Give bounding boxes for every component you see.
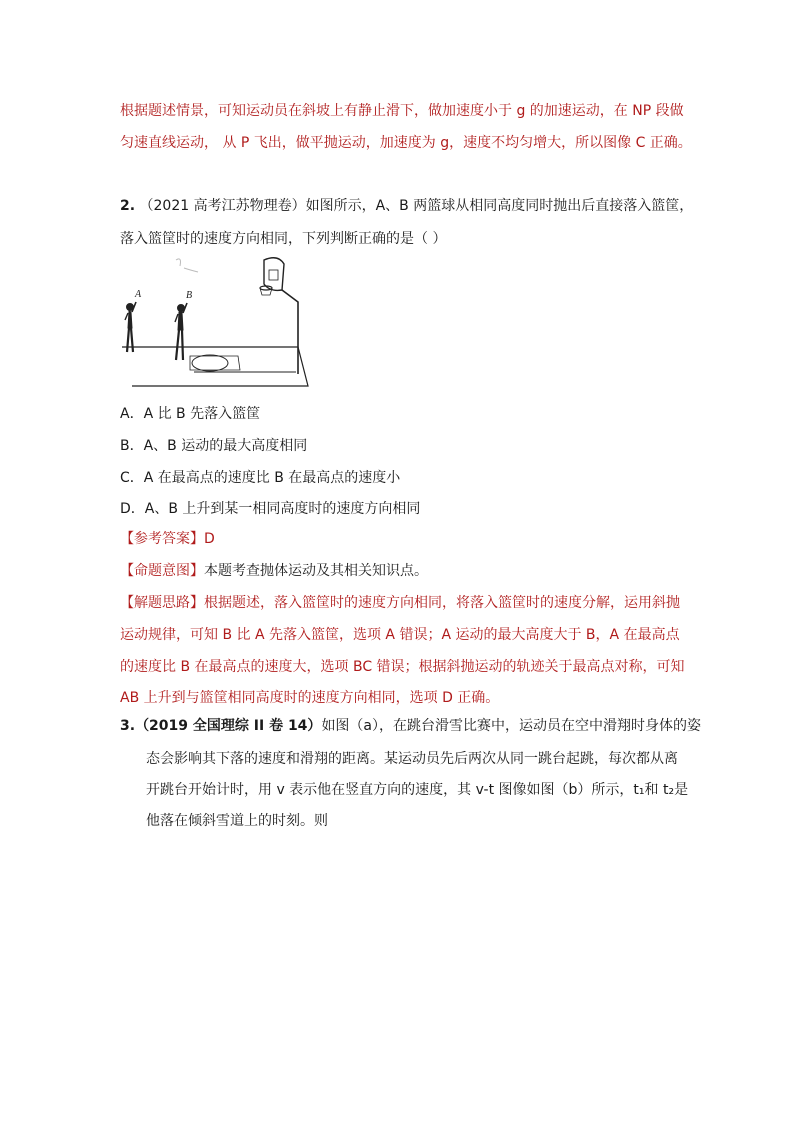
q2-solution-line-1 — [120, 593, 680, 613]
q2-option-b: B．A、B 运动的最大高度相同 — [120, 438, 308, 454]
q2-answer — [120, 529, 215, 549]
q3-line-4: 他落在倾斜雪道上的时刻。则 — [146, 813, 328, 829]
court-lines — [122, 347, 308, 386]
q3-line-1 — [120, 716, 701, 736]
q3-text-1: 如图（a），在跳台滑雪比赛中，运动员在空中滑翔时身体的姿 — [321, 718, 702, 734]
q2-option-a: A．A 比 B 先落入篮筐 — [120, 406, 261, 422]
solution-text-1: 根据题述，落入篮筐时的速度方向相同，将落入篮筐时的速度分解，运用斜抛 — [204, 595, 680, 611]
prev-solution-line-1: 根据题述情景，可知运动员在斜坡上有静止滑下，做加速度小于 g 的加速运动，在 NP 段做 — [120, 103, 684, 119]
player-a — [125, 302, 136, 352]
q2-intent — [120, 561, 428, 581]
q2-stem-text: 如图所示，A、B 两篮球从相同高度同时抛出后直接落入篮筐， — [305, 198, 694, 214]
motion-marks — [176, 259, 198, 272]
answer-label: 【参考答案】 — [120, 531, 204, 547]
basketball-figure — [118, 252, 312, 392]
q2-solution-line-2: 运动规律，可知 B 比 A 先落入篮筐，选项 A 错误；A 运动的最大高度大于 B，A 在最高点 — [120, 627, 680, 643]
q2-number: 2. — [120, 198, 136, 214]
q3-line-2: 态会影响其下落的速度和滑翔的距离。某运动员先后两次从同一跳台起跳，每次都从离 — [146, 751, 678, 767]
q3-number: 3. — [120, 718, 136, 734]
q2-option-d: D．A、B 上升到某一相同高度时的速度方向相同 — [120, 501, 421, 517]
q2-solution-line-3: 的速度比 B 在最高点的速度大，选项 BC 错误；根据斜抛运动的轨迹关于最高点对称，可知 — [120, 659, 685, 675]
intent-text: 本题考查抛体运动及其相关知识点。 — [204, 563, 428, 579]
key-area — [190, 356, 240, 370]
q2-source: （2021 高考江苏物理卷） — [139, 198, 306, 214]
intent-label: 【命题意图】 — [120, 563, 204, 579]
hoop-pole — [282, 290, 298, 374]
figure-label-a: A — [135, 289, 142, 300]
solution-label: 【解题思路】 — [120, 595, 204, 611]
prev-solution-line-2: 匀速直线运动， 从 P 飞出，做平抛运动，加速度为 g，速度不均匀增大，所以图像 C 正确。 — [120, 135, 692, 151]
free-throw-circle — [192, 355, 228, 371]
answer-value: D — [204, 531, 215, 547]
figure-label-b: B — [186, 290, 193, 301]
q2-stem-line-1 — [120, 196, 693, 216]
q3-source: （2019 全国理综 II 卷 14） — [135, 718, 322, 734]
player-b — [175, 303, 187, 360]
q2-solution-line-4: AB 上升到与篮筐相同高度时的速度方向相同，选项 D 正确。 — [120, 690, 500, 706]
q2-stem-line-2: 落入篮筐时的速度方向相同，下列判断正确的是（ ） — [120, 231, 447, 247]
q2-option-c: C．A 在最高点的速度比 B 在最高点的速度小 — [120, 470, 401, 486]
q3-line-3: 开跳台开始计时，用 v 表示他在竖直方向的速度，其 v-t 图像如图（b）所示，t₁和 t₂是 — [146, 782, 689, 798]
